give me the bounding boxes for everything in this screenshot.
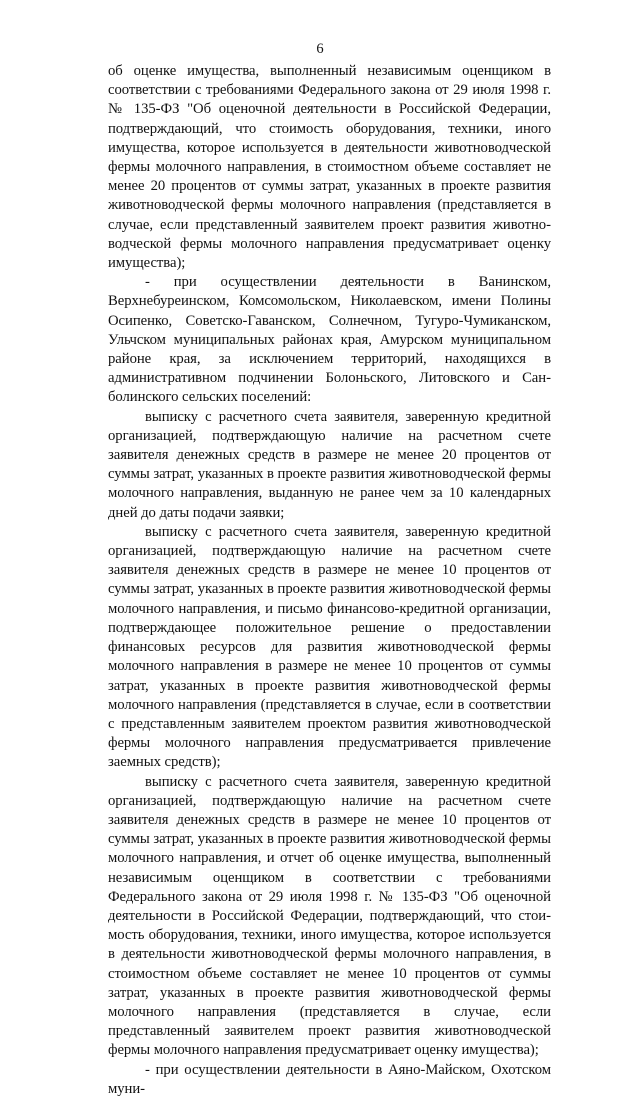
paragraph-appraisal-report-20-percent: об оценке имущества, выполненный независимым оценщиком в соответствии с требованиями Федерального закона от 29 июля 1998 г. № 135-ФЗ "Об оценочной деятельности в Российской Федерации, подтверждающий, что стоимость оборудования, техники, иного имущества, которое используется в деятельности животноводческой фермы молочного направления, в стоимостном объеме составляет не менее 20 процентов от суммы затрат, указанных в проекте развития животноводческой фермы молочного направления (представляется в случае, если представленный заявителем проект развития животноводческой фермы молочного направления предусматривает оценку имущества); <box>108 63 551 272</box>
paragraph-ayano-maysky-clause: - при осуществлении деятельности в Аяно-Майском, Охотском муни- <box>108 1061 551 1097</box>
page-number: 6 <box>316 41 324 57</box>
document-body <box>108 62 551 1099</box>
paragraph-bank-statement-20-percent: выписку с расчетного счета заявителя, заверенную кредитной организацией, подтверждающую наличие на расчетном счете заявителя денежных средств в размере не менее 20 процентов от суммы затрат, указанных в проекте развития животноводческой фермы молочного направления, выданную не ранее чем за 10 календарных дней до даты подачи заявки; <box>108 408 551 521</box>
paragraph-bank-statement-with-credit-letter: выписку с расчетного счета заявителя, заверенную кредитной организацией, подтверждающую наличие на расчетном счете заявителя денежных средств в размере не менее 10 процентов от суммы затрат, указанных в проекте развития животноводческой фермы молочного направления, и письмо финансово-кредитной организации, подтверждающее положительное решение о предоставлении финансовых ресурсов для развития животноводческой фермы молочного направления в размере не менее 10 процентов от суммы затрат, указанных в проекте развития животноводческой фермы молочного направления (представляется в случае, если в соответствии с представленным заявителем проектом развития животноводческой фермы молочного направления предусматривается привлечение заемных средств); <box>108 523 551 771</box>
paragraph-northern-districts-clause: - при осуществлении деятельности в Ванинском, Верхнебуреинском, Комсомольском, Николаевском, имени Полины Осипенко, Советско-Гаванском, Солнечном, Тугуро-Чумиканском, Ульчском муниципальных районах края, Амурском муниципальном районе края, за исключением территорий, находящихся в административном подчинении Болоньского, Литовского и Санболинского сельских поселений: <box>108 274 551 406</box>
paragraph-bank-statement-with-appraisal: выписку с расчетного счета заявителя, заверенную кредитной организацией, подтверждающую наличие на расчетном счете заявителя денежных средств в размере не менее 10 процентов от суммы затрат, указанных в проекте развития животноводческой фермы молочного направления, и отчет об оценке имущества, выполненный независимым оценщиком в соответствии с требованиями Федерального закона от 29 июля 1998 г. № 135-ФЗ "Об оценочной деятельности в Российской Федерации, подтверждающий, что стоимость оборудования, техники, иного имущества, которое используется в деятельности животноводческой фермы молочного направления, в стоимостном объеме составляет не менее 10 процентов от суммы затрат, указанных в проекте развития животноводческой фермы молочного направления (представляется в случае, если представленный заявителем проект развития животноводческой фермы молочного направления предусматривает оценку имущества); <box>108 773 551 1059</box>
